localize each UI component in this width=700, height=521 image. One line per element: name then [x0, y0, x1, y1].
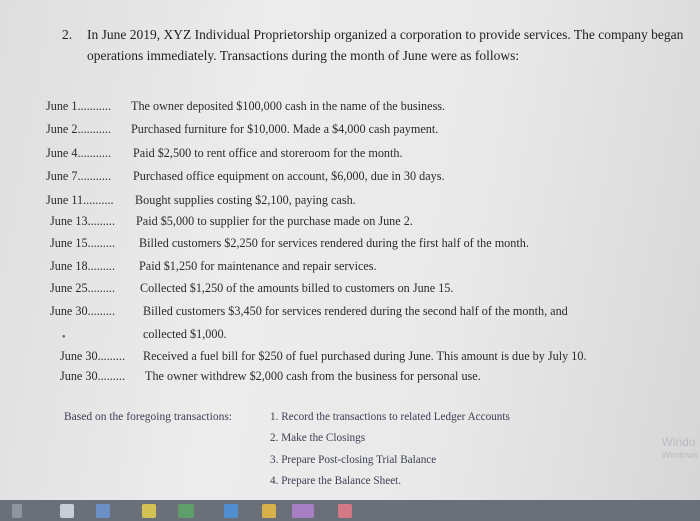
transaction-date: June 15......... [50, 236, 115, 250]
question-text-line-1: In June 2019, XYZ Individual Proprietorship organized a corporation to provide services. The company began [87, 27, 684, 42]
based-on-label: Based on the foregoing transactions: [64, 411, 232, 423]
transaction-description: Paid $1,250 for maintenance and repair services. [139, 259, 377, 273]
watermark-line-1: Windo [661, 435, 696, 449]
file-explorer-icon[interactable] [60, 504, 74, 518]
transaction-continuation: collected $1,000. [143, 327, 227, 341]
start-icon[interactable] [12, 504, 22, 518]
transaction-description: Billed customers $2,250 for services rendered during the first half of the month. [139, 236, 529, 250]
folder-icon[interactable] [142, 504, 156, 518]
app-icon[interactable] [96, 504, 110, 518]
transaction-description: Purchased office equipment on account, $6,000, due in 30 days. [133, 169, 445, 183]
task-item: 3. Prepare Post-closing Trial Balance [270, 454, 437, 466]
windows-activation-watermark [661, 436, 698, 462]
chrome-icon[interactable] [262, 504, 276, 518]
task-item: 4. Prepare the Balance Sheet. [270, 475, 402, 487]
transaction-description: Paid $5,000 to supplier for the purchase made on June 2. [136, 214, 413, 228]
bullet-mark: • [62, 332, 66, 343]
watermark-line-2: Windows [661, 450, 698, 460]
transaction-date: June 30......... [60, 369, 125, 383]
onenote-icon[interactable] [292, 504, 314, 518]
taskbar [0, 500, 700, 521]
question-number: 2. [62, 27, 73, 42]
transaction-date: June 7........... [46, 169, 111, 183]
transaction-description: Paid $2,500 to rent office and storeroom for the month. [133, 146, 403, 160]
transaction-date: June 4........... [46, 146, 111, 160]
transaction-date: June 11.......... [46, 193, 114, 207]
transaction-date: June 30......... [50, 304, 115, 318]
edge-icon[interactable] [224, 504, 238, 518]
transaction-description: Bought supplies costing $2,100, paying cash. [135, 193, 356, 207]
transaction-description: Billed customers $3,450 for services rendered during the second half of the month, and [143, 304, 568, 318]
task-item: 2. Make the Closings [270, 432, 366, 444]
transaction-date: June 2........... [46, 122, 111, 136]
transaction-date: June 30......... [60, 349, 125, 363]
transaction-description: The owner deposited $100,000 cash in the name of the business. [131, 99, 446, 113]
transaction-date: June 25......... [50, 281, 115, 295]
task-item: 1. Record the transactions to related Ledger Accounts [270, 411, 510, 423]
transaction-date: June 1........... [46, 99, 111, 113]
excel-icon[interactable] [178, 504, 194, 518]
app-icon-2[interactable] [338, 504, 352, 518]
transaction-description: The owner withdrew $2,000 cash from the business for personal use. [145, 369, 481, 383]
transaction-description: Collected $1,250 of the amounts billed to customers on June 15. [140, 281, 454, 295]
transaction-date: June 13......... [50, 214, 115, 228]
transaction-date: June 18......... [50, 259, 115, 273]
transaction-description: Purchased furniture for $10,000. Made a $4,000 cash payment. [131, 122, 439, 136]
transaction-description: Received a fuel bill for $250 of fuel purchased during June. This amount is due by July 10. [143, 349, 587, 363]
question-text-line-2: operations immediately. Transactions during the month of June were as follows: [87, 48, 520, 63]
